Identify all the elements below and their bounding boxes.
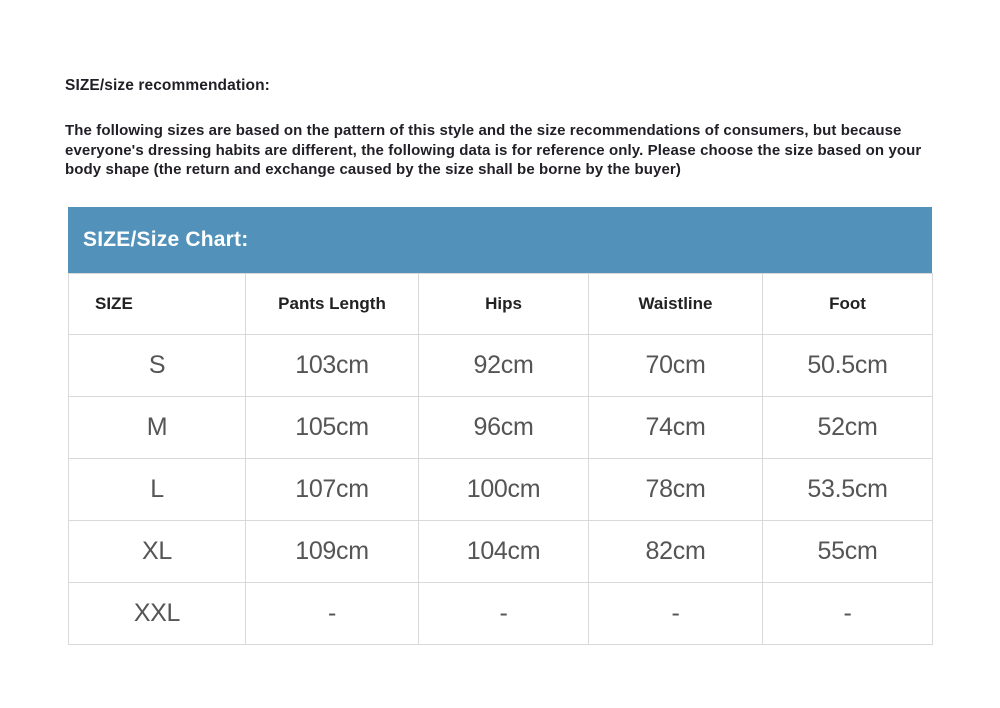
size-recommendation-text: The following sizes are based on the pattern of this style and the size recommendations of consumers, but because everyone's dressing habits are different, the following data is for reference only. Please choose the size based on your body shape (the return and exchange caused by the size shall be borne by the buyer) (65, 122, 922, 178)
table-cell: 105cm (246, 397, 419, 459)
table-cell: 107cm (246, 459, 419, 521)
table-row (69, 521, 933, 583)
size-recommendation-title: SIZE/size recommendation: (65, 77, 270, 94)
table-cell: - (589, 583, 763, 645)
table-cell: 55cm (763, 521, 933, 583)
table-cell: 92cm (419, 335, 589, 397)
table-cell: 52cm (763, 397, 933, 459)
column-header-size: SIZE (69, 274, 246, 335)
column-header-waistline: Waistline (589, 274, 763, 335)
table-cell: 82cm (589, 521, 763, 583)
size-chart-section (68, 207, 932, 645)
header-row (69, 274, 933, 335)
table-cell: 53.5cm (763, 459, 933, 521)
size-chart-title: SIZE/Size Chart: (83, 228, 249, 251)
column-header-foot: Foot (763, 274, 933, 335)
size-chart-table (68, 273, 933, 645)
table-row (69, 583, 933, 645)
table-row (69, 397, 933, 459)
table-row (69, 459, 933, 521)
size-chart-header-bar (68, 207, 932, 273)
table-cell: 103cm (246, 335, 419, 397)
table-cell: 50.5cm (763, 335, 933, 397)
table-cell: - (246, 583, 419, 645)
row-label: L (69, 459, 246, 521)
table-cell: 100cm (419, 459, 589, 521)
column-header-hips: Hips (419, 274, 589, 335)
table-cell: - (763, 583, 933, 645)
row-label: M (69, 397, 246, 459)
table-cell: 74cm (589, 397, 763, 459)
table-cell: 78cm (589, 459, 763, 521)
row-label: S (69, 335, 246, 397)
table-cell: 96cm (419, 397, 589, 459)
table-cell: 104cm (419, 521, 589, 583)
table-cell: - (419, 583, 589, 645)
table-row (69, 335, 933, 397)
row-label: XL (69, 521, 246, 583)
table-cell: 109cm (246, 521, 419, 583)
column-header-pants-length: Pants Length (246, 274, 419, 335)
row-label: XXL (69, 583, 246, 645)
table-cell: 70cm (589, 335, 763, 397)
